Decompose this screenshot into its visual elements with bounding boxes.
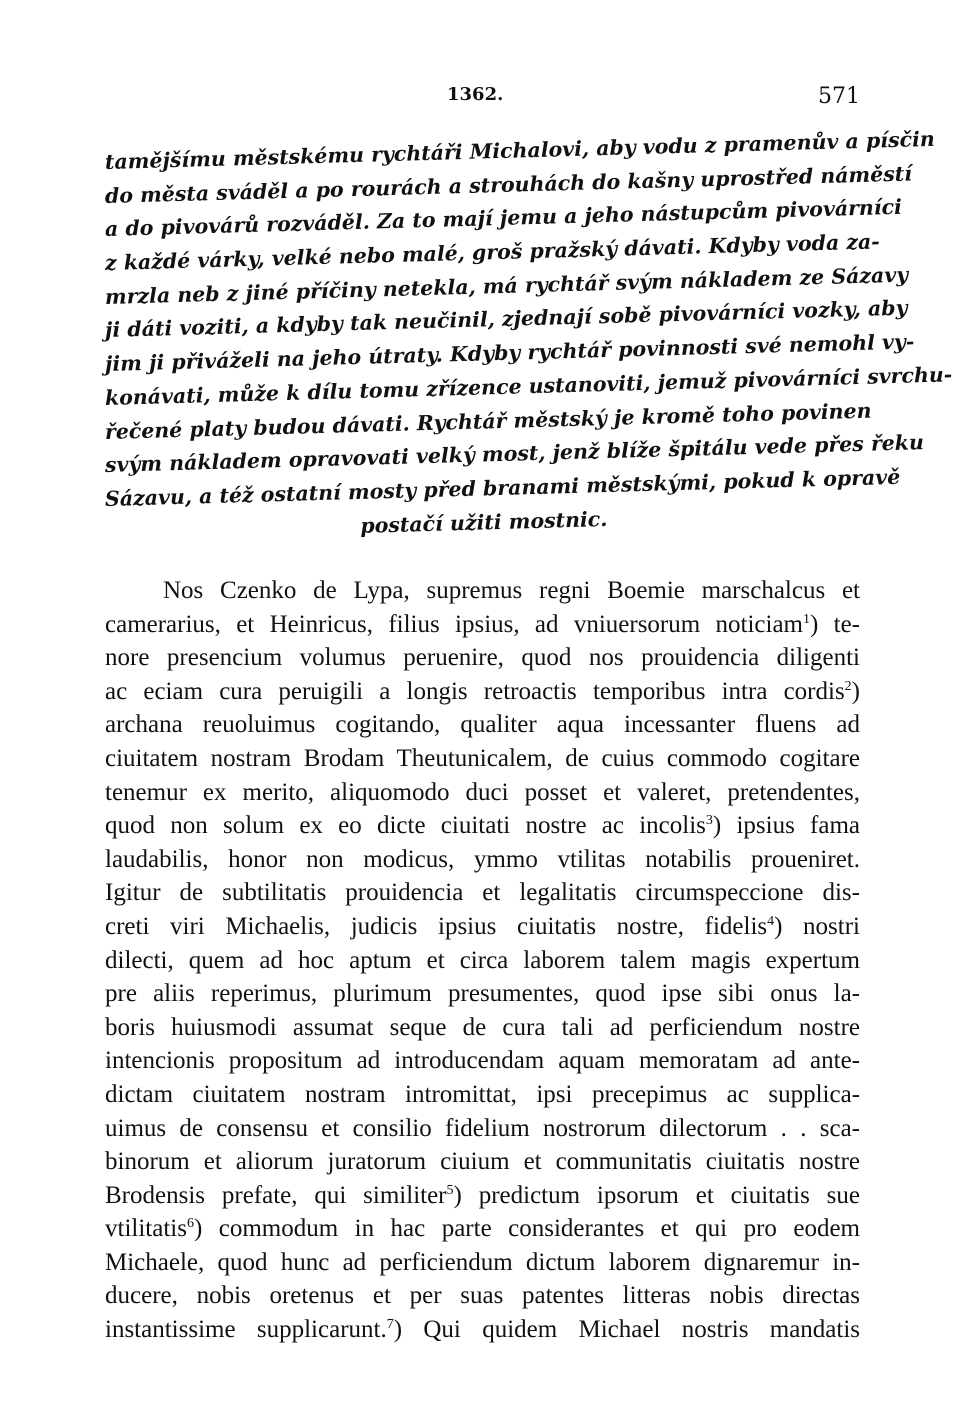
czech-text-line: jim ji přiváželi na jeho útraty. Kdyby rychtář povinnosti své nemohl vy- (104, 329, 915, 377)
latin-text-segment: instantissime supplicarunt. (105, 1316, 387, 1344)
czech-text-line: ji dáti voziti, a kdyby tak neučinil, zjednají sobě pivovárníci vozky, aby (104, 296, 908, 343)
latin-text-segment: ) te- (809, 610, 860, 638)
latin-text-line (105, 1212, 860, 1246)
czech-text-line: svým nákladem opravovati velký most, jenž blíže špitálu vede přes řeku (104, 430, 925, 478)
footnote-mark: 7 (386, 1317, 394, 1333)
latin-text-line (105, 574, 860, 608)
latin-text-segment: dilecti, quem ad hoc aptum et circa laborem talem magis expertum (105, 946, 860, 974)
latin-text-line (105, 1145, 860, 1179)
footnote-mark: 3 (705, 813, 713, 829)
latin-text-segment: vtilitatis (105, 1215, 187, 1243)
latin-text-line (105, 1044, 860, 1078)
latin-text-segment: tenemur ex merito, aliquomodo duci posset et valeret, pretendentes, (105, 778, 860, 806)
latin-text-segment: laudabilis, honor non modicus, ymmo vtilitas notabilis proueniret. (105, 845, 860, 873)
footnote-mark: 6 (186, 1216, 194, 1232)
czech-text-line: řečené platy budou dávati. Rychtář městský je kromě toho povinen (104, 398, 872, 444)
latin-text-line (105, 876, 860, 910)
latin-text-segment: Nos Czenko de Lypa, supremus regni Boemie marschalcus et (163, 577, 860, 604)
latin-text-segment: ) commodum in hac parte considerantes et qui pro eodem (193, 1215, 860, 1243)
latin-text-line (105, 944, 860, 978)
latin-text-line (105, 843, 860, 877)
latin-text-segment: camerarius, et Heinricus, filius ipsius, ad vniuersorum noticiam (105, 610, 803, 638)
czech-text-line: konávati, může k dílu tomu zřízence ustanoviti, jemuž pivovárníci svrchu- (104, 362, 953, 410)
footnote-mark: 1 (802, 611, 810, 627)
latin-text-segment: ) nostri (774, 912, 860, 940)
latin-text-line (105, 809, 860, 843)
czech-text-line: z každé várky, velké nebo malé, groš pražský dávati. Kdyby voda za- (104, 229, 881, 276)
czech-text-line: tamějšímu městskému rychtáři Michalovi, aby vodu z pramenův a písčin (104, 126, 936, 174)
page-header (105, 84, 860, 114)
czech-text-line: mrzla neb z jiné příčiny netekla, má rychtář svým nákladem ze Sázavy (104, 262, 909, 309)
latin-text-segment: Brodensis prefate, qui similiter (105, 1181, 447, 1209)
footnote-mark: 5 (446, 1182, 454, 1198)
latin-text-line (105, 1313, 860, 1347)
latin-text-segment: ) (851, 677, 860, 705)
czech-text-line: Sázavu, a též ostatní mosty před branami městskými, pokud k opravě (104, 464, 901, 511)
latin-text-segment: creti viri Michaelis, judicis ipsius ciuitatis nostre, fidelis (105, 912, 768, 940)
latin-text-line (105, 1279, 860, 1313)
latin-text-line (105, 977, 860, 1011)
latin-text-line (105, 910, 860, 944)
latin-text-segment: nore presencium volumus peruenire, quod nos prouidencia diligenti (105, 644, 860, 672)
latin-text-segment: intencionis propositum ad introducendam aquam memoratam ad ante- (105, 1047, 860, 1075)
latin-text-segment: Igitur de subtilitatis prouidencia et legalitatis circumspeccione dis- (105, 879, 860, 907)
latin-text-segment: dictam ciuitatem nostram intromittat, ipsi precepimus ac supplica- (105, 1080, 860, 1108)
latin-text-line (105, 742, 860, 776)
footnote-mark: 4 (767, 913, 775, 929)
latin-text-line (105, 1011, 860, 1045)
latin-text-line (105, 1078, 860, 1112)
latin-text-segment: ciuitatem nostram Brodam Theutunicalem, de cuius commodo cogitare (105, 744, 860, 772)
latin-charter-text (105, 574, 860, 1347)
latin-text-segment: pre aliis reperimus, plurimum presumentes, quod ipse sibi onus la- (105, 980, 860, 1008)
latin-text-line (105, 675, 860, 709)
page-number: 571 (818, 84, 860, 109)
latin-text-line (105, 608, 860, 642)
latin-text-segment: ducere, nobis oretenus et per suas patentes litteras nobis directas (105, 1282, 860, 1310)
latin-text-segment: boris huiusmodi assumat seque de cura tali ad perficiendum nostre (105, 1013, 860, 1041)
latin-text-segment: uimus de consensu et consilio fidelium nostrorum dilectorum . . sca- (105, 1114, 860, 1142)
latin-text-segment: binorum et aliorum juratorum ciuium et communitatis ciuitatis nostre (105, 1148, 860, 1176)
czech-text-line: do města sváděl a po rourách a strouhách do kašny uprostřed náměstí (104, 161, 913, 208)
latin-text-segment: ) predictum ipsorum et ciuitatis sue (453, 1181, 860, 1209)
czech-text-line: postačí užiti mostnic. (359, 506, 608, 538)
latin-text-line (105, 708, 860, 742)
czech-text-line: a do pivovárů rozváděl. Za to mají jemu a jeho nástupcům pivovárníci (104, 195, 903, 242)
latin-text-segment: ac eciam cura peruigili a longis retroactis temporibus intra cordis (105, 677, 845, 705)
latin-text-segment: quod non solum ex eo dicte ciuitati nostre ac incolis (105, 812, 706, 840)
footnote-mark: 2 (844, 678, 852, 694)
header-year: 1362. (447, 84, 504, 105)
latin-text-line (105, 1246, 860, 1280)
latin-text-line (105, 1112, 860, 1146)
latin-text-line (105, 641, 860, 675)
latin-text-line (105, 1179, 860, 1213)
latin-text-segment: archana reuoluimus cogitando, qualiter aqua incessanter fluens ad (105, 711, 860, 739)
latin-text-segment: ) Qui quidem Michael nostris mandatis (393, 1316, 861, 1344)
latin-text-segment: Michaele, quod hunc ad perficiendum dictum laborem dignaremur in- (105, 1248, 860, 1276)
latin-text-segment: ) ipsius fama (712, 812, 860, 840)
czech-summary-paragraph (104, 126, 953, 550)
latin-text-line (105, 776, 860, 810)
